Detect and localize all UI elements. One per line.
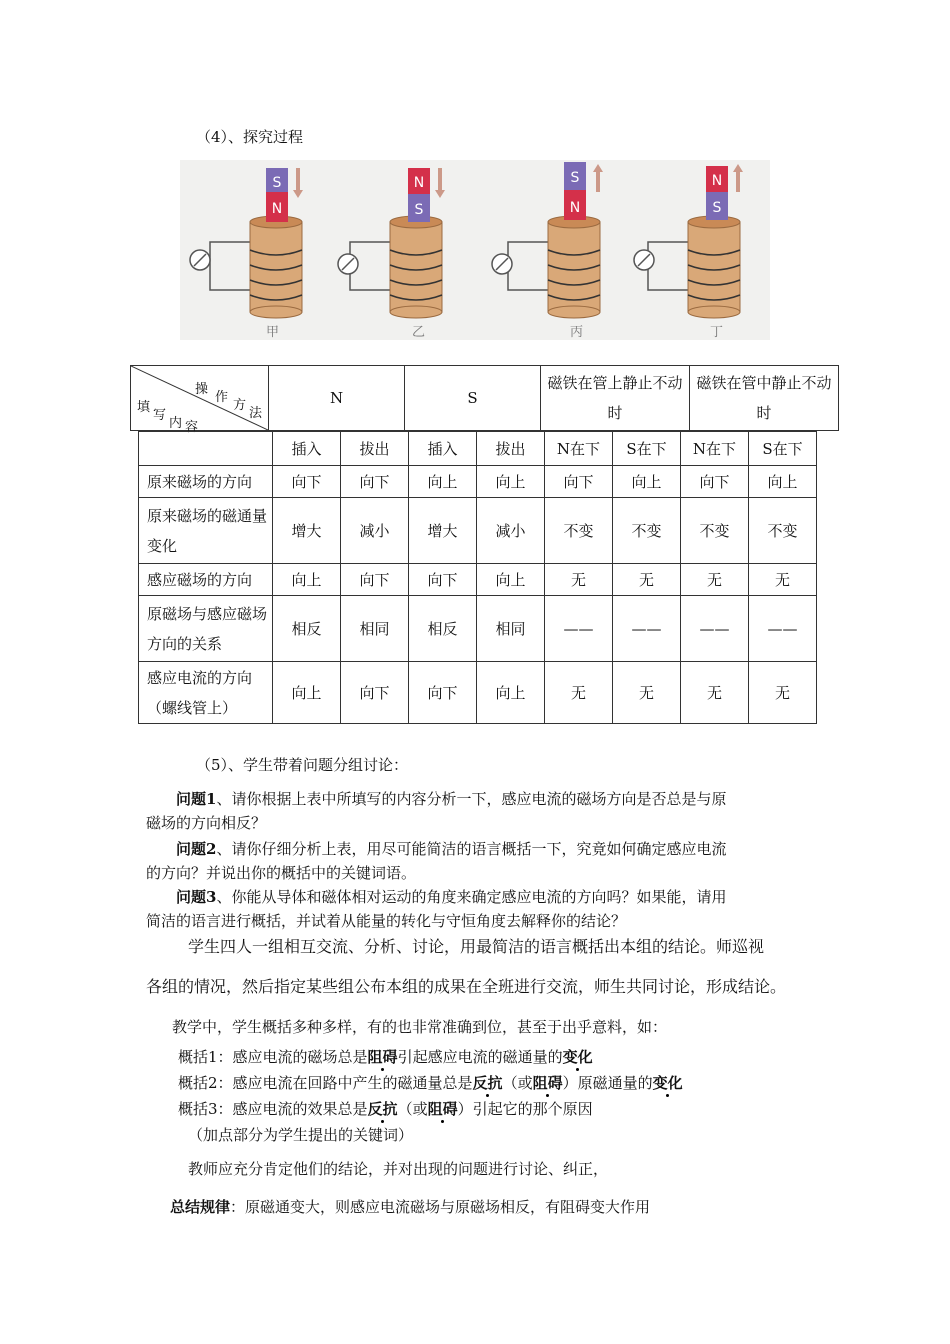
table-cell: 向上 (749, 466, 817, 498)
magnet-coil-diagram (328, 160, 476, 320)
table-cell: 不变 (545, 498, 613, 564)
table-cell: 无 (613, 662, 681, 724)
table-cell: 向上 (409, 466, 477, 498)
table-cell: 无 (749, 564, 817, 596)
experiment-figure (180, 160, 770, 340)
table-cell: 向上 (477, 466, 545, 498)
table-cell: —— (545, 596, 613, 662)
group-static-top: 磁铁在管上静止不动时 (541, 366, 690, 431)
panel-ding (624, 160, 770, 340)
table-cell: 向上 (273, 662, 341, 724)
subheader: S在下 (613, 432, 681, 466)
row-label: 感应磁场的方向 (139, 564, 273, 596)
question-2: 问题2、请你仔细分析上表，用尽可能简洁的语言概括一下，究竟如何确定感应电流 (176, 840, 727, 858)
table-row (139, 466, 817, 498)
panel-label: 丙 (570, 325, 584, 340)
table-header-block (130, 365, 839, 435)
question-1-cont: 磁场的方向相反？ (146, 814, 267, 832)
table-cell: 向上 (477, 564, 545, 596)
table-cell: 向下 (341, 662, 409, 724)
table-cell: 向下 (681, 466, 749, 498)
paragraph-1b: 各组的情况，然后指定某些组公布本组的成果在全班进行交流，师生共同讨论，形成结论。 (146, 977, 787, 996)
panel-label: 丁 (710, 325, 724, 340)
svg-text:S: S (712, 200, 722, 216)
table-cell: 向上 (613, 466, 681, 498)
summary-1: 概括1：感应电流的磁场总是阻碍引起感应电流的磁通量的变化 (178, 1048, 593, 1066)
svg-text:N: N (413, 175, 425, 191)
table-row (139, 498, 817, 564)
table-cell: 向下 (409, 662, 477, 724)
data-table (138, 431, 817, 724)
note: （加点部分为学生提出的关键词） (188, 1126, 414, 1144)
subheader: 插入 (273, 432, 341, 466)
table-cell: 向下 (409, 564, 477, 596)
svg-text:S: S (414, 202, 424, 218)
group-static-inside: 磁铁在管中静止不动时 (690, 366, 839, 431)
row-label: 原来磁场的方向 (139, 466, 273, 498)
table-cell: 无 (749, 662, 817, 724)
table-cell: 不变 (749, 498, 817, 564)
summary-rule: 总结规律：原磁通变大，则感应电流磁场与原磁场相反，有阻碍变大作用 (170, 1198, 651, 1216)
svg-text:N: N (569, 200, 581, 216)
question-2-cont: 的方向？并说出你的概括中的关键词语。 (146, 864, 417, 882)
subheader: 拔出 (341, 432, 409, 466)
paragraph-3: 教师应充分肯定他们的结论，并对出现的问题进行讨论、纠正， (188, 1160, 609, 1178)
table-row (139, 662, 817, 724)
table-cell: 无 (681, 564, 749, 596)
table-cell: 无 (545, 564, 613, 596)
table-cell: 增大 (273, 498, 341, 564)
row-label: 原来磁场的磁通量变化 (139, 498, 273, 564)
row-label: 原磁场与感应磁场方向的关系 (139, 596, 273, 662)
subheader: N在下 (681, 432, 749, 466)
group-n: N (269, 366, 405, 431)
svg-text:N: N (711, 173, 723, 189)
table-cell: 相同 (341, 596, 409, 662)
table-cell: 向下 (273, 466, 341, 498)
magnet-coil-diagram (624, 160, 770, 320)
table-row (139, 564, 817, 596)
diagonal-line (131, 366, 268, 430)
table-cell: 减小 (477, 498, 545, 564)
table-cell: —— (613, 596, 681, 662)
panel-yi (328, 160, 476, 340)
summary-2: 概括2：感应电流在回路中产生的磁通量总是反抗（或阻碍）原磁通量的变化 (178, 1074, 683, 1092)
magnet-coil-diagram (180, 160, 328, 320)
paragraph-1a: 学生四人一组相互交流、分析、讨论，用最简洁的语言概括出本组的结论。师巡视 (188, 937, 765, 956)
table-cell: 无 (545, 662, 613, 724)
question-3: 问题3、你能从导体和磁体相对运动的角度来确定感应电流的方向吗？如果能，请用 (176, 888, 727, 906)
blank-corner (139, 432, 273, 466)
table-cell: 相反 (273, 596, 341, 662)
table-cell: 减小 (341, 498, 409, 564)
panel-bing (476, 160, 624, 340)
table-cell: 不变 (613, 498, 681, 564)
section-heading-5: （5）、学生带着问题分组讨论： (196, 756, 409, 774)
table-cell: 相同 (477, 596, 545, 662)
table-cell: 无 (681, 662, 749, 724)
panel-jia (180, 160, 328, 340)
subheader: 拔出 (477, 432, 545, 466)
table-cell: —— (681, 596, 749, 662)
svg-text:N: N (271, 201, 283, 217)
summary-3: 概括3：感应电流的效果总是反抗（或阻碍）引起它的那个原因 (178, 1100, 593, 1118)
subheader: 插入 (409, 432, 477, 466)
question-1: 问题1、请你根据上表中所填写的内容分析一下，感应电流的磁场方向是否总是与原 (176, 790, 727, 808)
subheader: N在下 (545, 432, 613, 466)
svg-text:S: S (272, 175, 282, 191)
svg-text:S: S (570, 170, 580, 186)
panel-label: 乙 (412, 325, 426, 340)
table-cell: —— (749, 596, 817, 662)
table-cell: 向下 (341, 466, 409, 498)
panel-label: 甲 (266, 325, 280, 340)
subheader: S在下 (749, 432, 817, 466)
diagonal-header-cell: 操 作 方 法 填 写 内 容 (131, 366, 269, 431)
table-cell: 向上 (477, 662, 545, 724)
group-s: S (405, 366, 541, 431)
table-cell: 向下 (545, 466, 613, 498)
paragraph-2: 教学中，学生概括多种多样，有的也非常准确到位，甚至于出乎意料，如： (172, 1018, 668, 1036)
row-label: 感应电流的方向（螺线管上） (139, 662, 273, 724)
table-cell: 向上 (273, 564, 341, 596)
section-heading-4: （4）、探究过程 (196, 128, 304, 146)
table-cell: 向下 (341, 564, 409, 596)
table-cell: 增大 (409, 498, 477, 564)
magnet-coil-diagram (476, 160, 624, 320)
table-cell: 不变 (681, 498, 749, 564)
table-row (139, 596, 817, 662)
question-3-cont: 简洁的语言进行概括，并试着从能量的转化与守恒角度去解释你的结论？ (146, 912, 627, 930)
table-cell: 无 (613, 564, 681, 596)
table-cell: 相反 (409, 596, 477, 662)
